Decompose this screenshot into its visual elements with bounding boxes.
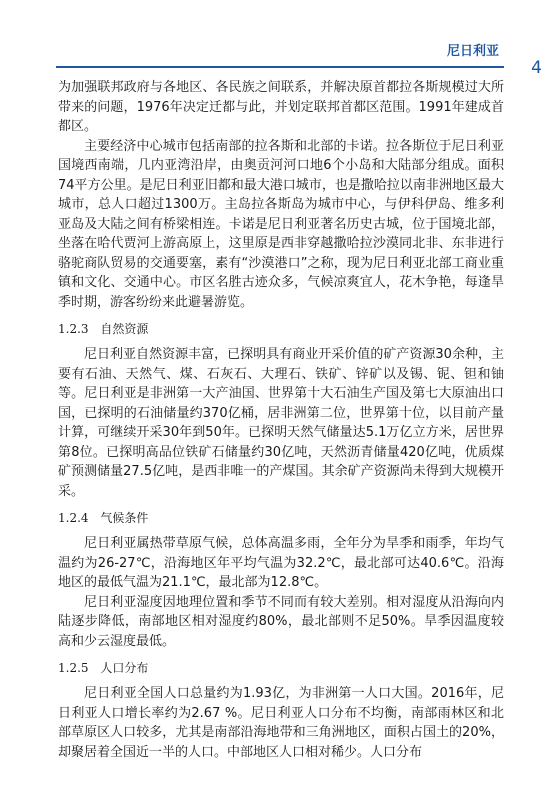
section-title: 人口分布 — [100, 661, 149, 675]
page-number: 4 — [531, 58, 542, 78]
section-heading-population — [58, 659, 504, 677]
section-number: 1.2.5 — [58, 661, 89, 675]
paragraph: 尼日利亚属热带草原气候，总体高温多雨，全年分为旱季和雨季，年均气温约为26-27℃，沿海地区年平均气温为32.2℃，最北部可达40.6℃。沿海地区的最低气温为21.1℃，最北部为12.8℃。 — [58, 536, 504, 590]
paragraph: 尼日利亚自然资源丰富，已探明具有商业开采价值的矿产资源30余种，主要有石油、天然气、煤、石灰石、大理石、铁矿、锌矿以及锡、铌、钽和铀等。尼日利亚是非洲第一大产油国、世界第十大石油生产国及第七大原油出口国，已探明的石油储量约370亿桶，居非洲第二位，世界第十位，以目前产量计算，可继续开采30年到50年。已探明天然气储量达5.1万亿立方米，居世界第8位。已探明高品位铁矿石储量约30亿吨，天然沥青储量420亿吨，优质煤矿预测储量27.5亿吨，是西非唯一的产煤国。其余矿产资源尚未得到大规模开采。 — [58, 347, 504, 499]
section-heading-natural-resources — [58, 320, 504, 338]
section-number: 1.2.4 — [58, 511, 89, 525]
section-heading-climate — [58, 509, 504, 527]
header-rule — [56, 66, 504, 68]
paragraph: 尼日利亚湿度因地理位置和季节不同而有较大差别。相对湿度从沿海向内陆逐步降低，南部地区相对湿度约80%，最北部则不足50%。旱季因温度较高和少云湿度最低。 — [58, 594, 504, 649]
section-number: 1.2.3 — [58, 322, 89, 336]
section-title: 自然资源 — [100, 322, 149, 336]
section-title: 气候条件 — [100, 511, 149, 525]
paragraph: 主要经济中心城市包括南部的拉各斯和北部的卡诺。拉各斯位于尼日利亚国境西南端，几内亚湾沿岸，由奥贡河河口地6个小岛和大陆部分组成。面积74平方公里。是尼日利亚旧都和最大港口城市，也是撒哈拉以南非洲地区最大城市，总人口超过1300万。主岛拉各斯岛为城市中心，与伊科伊岛、维多利亚岛及大陆之间有桥梁相连。卡诺是尼日利亚著名历史古城，位于国境北部，坐落在哈代贾河上游高原上，这里原是西非穿越撒哈拉沙漠同北非、东非进行骆驼商队贸易的交通要塞，素有“沙漠港口”之称，现为尼日利亚北部工商业重镇和文化、交通中心。市区名胜古迹众多，气候凉爽宜人，花木争艳，每逢旱季时期，游客纷纷来此避暑游览。 — [58, 138, 504, 310]
paragraph: 为加强联邦政府与各地区、各民族之间联系，并解决原首都拉各斯规模过大所带来的问题，1976年决定迁都与此，并划定联邦首都区范围。1991年建成首都区。 — [58, 80, 504, 134]
paragraph: 尼日利亚全国人口总量约为1.93亿，为非洲第一人口大国。2016年，尼日利亚人口增长率约为2.67 %。尼日利亚人口分布不均衡，南部雨林区和北部草原区人口较多，尤其是南部沿海地带和三角洲地区，面积占国土的20%，却聚居着全国近一半的人口。中部地区人口相对稀少。人口分布 — [58, 686, 504, 760]
header-title: 尼日利亚 — [446, 44, 499, 59]
page-content — [58, 78, 504, 762]
